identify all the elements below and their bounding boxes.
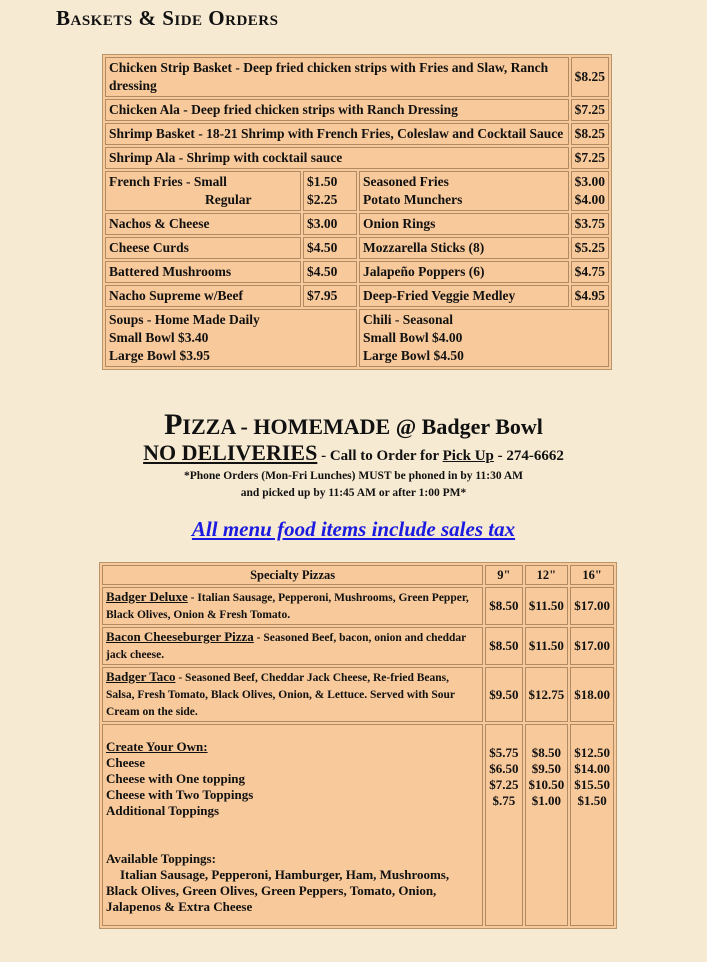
table-row bbox=[105, 99, 609, 121]
phone-note-line2: and picked up by 11:45 AM or after 1:00 PM* bbox=[240, 487, 467, 499]
soups-small: Small Bowl $3.40 bbox=[109, 330, 209, 345]
table-header-row bbox=[102, 565, 614, 585]
pizza-cell bbox=[102, 587, 483, 625]
table-row bbox=[105, 237, 609, 259]
table-row bbox=[105, 213, 609, 235]
table-row bbox=[102, 724, 614, 926]
pizza-heading-initial: P bbox=[164, 408, 183, 441]
pizza-desc: - Seasoned Beef, bacon, onion and cheddar jack cheese. bbox=[106, 632, 467, 661]
price-9: $8.50 bbox=[485, 627, 522, 665]
side-price: $4.95 bbox=[571, 285, 609, 307]
table-row bbox=[105, 285, 609, 307]
side-name: Deep-Fried Veggie Medley bbox=[359, 285, 569, 307]
chili-title: Chili - Seasonal bbox=[363, 312, 454, 327]
seasoned-fries-label: Seasoned Fries bbox=[363, 174, 449, 189]
menu-item-price: $7.25 bbox=[571, 147, 609, 169]
side-name: Nacho Supreme w/Beef bbox=[105, 285, 301, 307]
side-price: $4.75 bbox=[571, 261, 609, 283]
fries-regular-label: Regular bbox=[205, 192, 252, 207]
menu-item-price: $8.25 bbox=[571, 57, 609, 97]
phone-number: - 274-6662 bbox=[493, 448, 564, 464]
price-9: $8.50 bbox=[485, 587, 522, 625]
table-row bbox=[105, 261, 609, 283]
side-price: $4.50 bbox=[303, 237, 357, 259]
price-16: $17.00 bbox=[570, 627, 614, 665]
pizza-name: Badger Deluxe bbox=[106, 589, 188, 604]
price-16: $1.50 bbox=[577, 793, 607, 808]
price-12: $1.00 bbox=[531, 793, 561, 808]
menu-item-name: Chicken Strip Basket - Deep fried chicken strips with Fries and Slaw, Ranch dressing bbox=[105, 57, 569, 97]
price-12: $8.50 bbox=[531, 745, 561, 760]
price-16: $14.00 bbox=[574, 761, 610, 776]
chili-cell bbox=[359, 309, 609, 367]
table-row bbox=[102, 667, 614, 722]
menu-item-price: $8.25 bbox=[571, 123, 609, 145]
call-to-order: - Call to Order for bbox=[317, 448, 443, 464]
pizza-name: Badger Taco bbox=[106, 669, 176, 684]
own-prices-16 bbox=[570, 724, 614, 926]
create-own-item: Cheese with One topping bbox=[106, 771, 246, 786]
table-row bbox=[102, 627, 614, 665]
soups-title: Soups - Home Made Daily bbox=[109, 312, 260, 327]
column-header: 12" bbox=[525, 565, 569, 585]
toppings-list: Italian Sausage, Pepperoni, Hamburger, Ham, Mushrooms, Black Olives, Green Olives, Green Peppers, Tomato, Onion, Jalapenos & Extra Cheese bbox=[106, 867, 450, 914]
baskets-table bbox=[102, 54, 612, 370]
table-row bbox=[105, 123, 609, 145]
price-9: $.75 bbox=[492, 793, 516, 808]
own-prices-12 bbox=[525, 724, 569, 926]
no-deliveries: NO DELIVERIES bbox=[143, 440, 318, 465]
create-own-cell bbox=[102, 724, 483, 926]
price-9: $5.75 bbox=[489, 745, 519, 760]
price-9: $7.25 bbox=[489, 777, 519, 792]
side-name: Onion Rings bbox=[359, 213, 569, 235]
fries-regular-price: $2.25 bbox=[307, 192, 338, 207]
fries-small-label: French Fries - Small bbox=[109, 174, 227, 189]
side-name: Mozzarella Sticks (8) bbox=[359, 237, 569, 259]
price-12: $11.50 bbox=[525, 627, 569, 665]
chili-large: Large Bowl $4.50 bbox=[363, 348, 464, 363]
fries-small-price: $1.50 bbox=[307, 174, 338, 189]
potato-munchers-label: Potato Munchers bbox=[363, 192, 463, 207]
soups-cell bbox=[105, 309, 357, 367]
phone-order-note bbox=[0, 468, 707, 502]
price-12: $12.75 bbox=[525, 667, 569, 722]
pizza-cell bbox=[102, 667, 483, 722]
column-header: 16" bbox=[570, 565, 614, 585]
fries-prices bbox=[303, 171, 357, 211]
create-own-item: Cheese bbox=[106, 755, 145, 770]
pizza-heading-rest: - HOMEMADE @ Badger Bowl bbox=[235, 414, 543, 439]
sales-tax-link[interactable]: All menu food items include sales tax bbox=[191, 517, 516, 541]
pizza-heading-word: IZZA bbox=[182, 414, 236, 439]
own-prices-9 bbox=[485, 724, 522, 926]
table-row bbox=[105, 171, 609, 211]
menu-item-name: Shrimp Ala - Shrimp with cocktail sauce bbox=[105, 147, 569, 169]
menu-item-price: $7.25 bbox=[571, 99, 609, 121]
fries-right-prices bbox=[571, 171, 609, 211]
pizza-desc: - Seasoned Beef, Cheddar Jack Cheese, Re-fried Beans, Salsa, Fresh Tomato, Black Olives, Onion, & Lettuce. Served with Sour Cream on the side. bbox=[106, 672, 455, 718]
table-row bbox=[105, 147, 609, 169]
pizza-name: Bacon Cheeseburger Pizza bbox=[106, 629, 254, 644]
pick-up: Pick Up bbox=[442, 448, 494, 464]
fries-labels bbox=[105, 171, 301, 211]
chili-small: Small Bowl $4.00 bbox=[363, 330, 463, 345]
side-price: $7.95 bbox=[303, 285, 357, 307]
side-name: Battered Mushrooms bbox=[105, 261, 301, 283]
delivery-line bbox=[0, 440, 707, 466]
price-12: $10.50 bbox=[528, 777, 565, 792]
toppings-title: Available Toppings: bbox=[106, 851, 216, 866]
table-row bbox=[105, 57, 609, 97]
soups-large: Large Bowl $3.95 bbox=[109, 348, 210, 363]
price-16: $18.00 bbox=[570, 667, 614, 722]
seasoned-fries-price: $3.00 bbox=[574, 174, 605, 189]
side-name: Nachos & Cheese bbox=[105, 213, 301, 235]
table-row bbox=[102, 587, 614, 625]
phone-note-line1: *Phone Orders (Mon-Fri Lunches) MUST be phoned in by 11:30 AM bbox=[183, 470, 524, 482]
pizza-heading bbox=[0, 408, 707, 442]
price-9: $9.50 bbox=[485, 667, 522, 722]
column-header: Specialty Pizzas bbox=[102, 565, 483, 585]
create-own-title: Create Your Own: bbox=[106, 739, 208, 754]
side-price: $3.75 bbox=[571, 213, 609, 235]
price-16: $12.50 bbox=[574, 745, 610, 760]
pizza-cell bbox=[102, 627, 483, 665]
fries-right-labels bbox=[359, 171, 569, 211]
price-12: $9.50 bbox=[531, 761, 561, 776]
pizza-desc: - Italian Sausage, Pepperoni, Mushrooms, Green Pepper, Black Olives, Onion & Fresh Tomato. bbox=[106, 592, 469, 621]
side-name: Jalapeño Poppers (6) bbox=[359, 261, 569, 283]
price-16: $17.00 bbox=[570, 587, 614, 625]
create-own-item: Cheese with Two Toppings bbox=[106, 787, 254, 802]
pizza-table bbox=[99, 562, 617, 929]
side-name: Cheese Curds bbox=[105, 237, 301, 259]
side-price: $5.25 bbox=[571, 237, 609, 259]
price-12: $11.50 bbox=[525, 587, 569, 625]
price-16: $15.50 bbox=[574, 777, 610, 792]
column-header: 9" bbox=[485, 565, 522, 585]
menu-item-name: Shrimp Basket - 18-21 Shrimp with French Fries, Coleslaw and Cocktail Sauce bbox=[105, 123, 569, 145]
potato-munchers-price: $4.00 bbox=[574, 192, 605, 207]
page-title: Baskets & Side Orders bbox=[56, 6, 279, 30]
price-9: $6.50 bbox=[489, 761, 519, 776]
table-row bbox=[105, 309, 609, 367]
side-price: $3.00 bbox=[303, 213, 357, 235]
menu-item-name: Chicken Ala - Deep fried chicken strips with Ranch Dressing bbox=[105, 99, 569, 121]
create-own-item: Additional Toppings bbox=[106, 803, 220, 818]
side-price: $4.50 bbox=[303, 261, 357, 283]
